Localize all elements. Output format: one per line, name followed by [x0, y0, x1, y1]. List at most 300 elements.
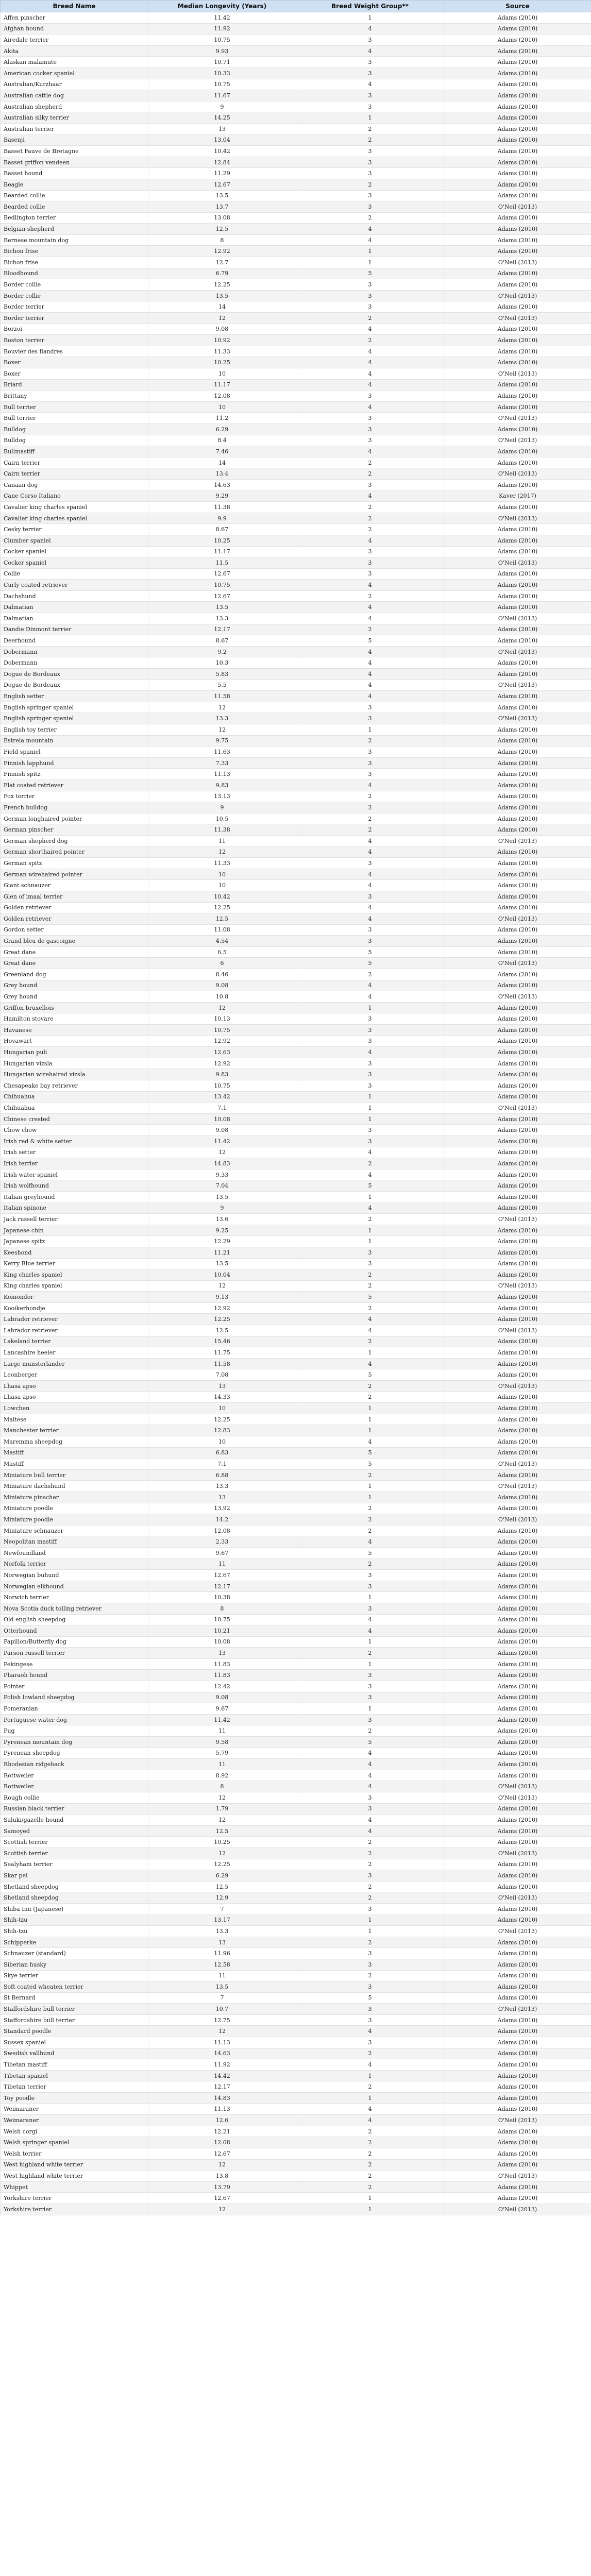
cell-median-longevity: 11.08	[148, 924, 296, 936]
cell-source: Adams (2010)	[444, 1881, 591, 1892]
cell-median-longevity: 13.3	[148, 713, 296, 724]
table-row	[1, 1592, 591, 1603]
table-row	[1, 435, 591, 446]
cell-median-longevity: 12.67	[148, 2148, 296, 2160]
cell-median-longevity: 12	[148, 1147, 296, 1158]
table-row	[1, 313, 591, 324]
cell-weight-group: 3	[296, 157, 444, 168]
cell-weight-group: 5	[296, 1992, 444, 2004]
cell-median-longevity: 10.75	[148, 35, 296, 46]
cell-median-longevity: 12.92	[148, 246, 296, 257]
cell-median-longevity: 13.08	[148, 212, 296, 224]
cell-median-longevity: 1.79	[148, 1803, 296, 1815]
cell-breed-name: Boxer	[1, 368, 148, 380]
cell-median-longevity: 12.25	[148, 902, 296, 913]
cell-source: Adams (2010)	[444, 1581, 591, 1592]
table-row	[1, 1503, 591, 1514]
cell-breed-name: Chow chow	[1, 1125, 148, 1136]
cell-source: Adams (2010)	[444, 769, 591, 780]
cell-source: Adams (2010)	[444, 279, 591, 291]
table-row	[1, 2014, 591, 2026]
table-row	[1, 45, 591, 57]
cell-source: Adams (2010)	[444, 123, 591, 134]
cell-median-longevity: 8.46	[148, 969, 296, 980]
cell-weight-group: 4	[296, 2026, 444, 2037]
table-row	[1, 79, 591, 90]
cell-breed-name: Basset griffon vendeen	[1, 157, 148, 168]
cell-median-longevity: 5.83	[148, 669, 296, 680]
cell-breed-name: Italian greyhound	[1, 1191, 148, 1202]
cell-source: Adams (2010)	[444, 324, 591, 335]
cell-source: Adams (2010)	[444, 1125, 591, 1136]
cell-source: Adams (2010)	[444, 1403, 591, 1414]
cell-breed-name: Irish setter	[1, 1147, 148, 1158]
cell-source: O'Neil (2013)	[444, 1781, 591, 1792]
table-row	[1, 1759, 591, 1770]
cell-median-longevity: 11	[148, 1725, 296, 1737]
cell-median-longevity: 12.25	[148, 1414, 296, 1425]
cell-weight-group: 2	[296, 1970, 444, 1981]
cell-source: O'Neil (2013)	[444, 368, 591, 380]
cell-source: Adams (2010)	[444, 1247, 591, 1258]
cell-breed-name: Airedale terrier	[1, 35, 148, 46]
cell-source: Adams (2010)	[444, 1803, 591, 1815]
cell-weight-group: 1	[296, 1926, 444, 1937]
table-row	[1, 1815, 591, 1826]
cell-source: Adams (2010)	[444, 1648, 591, 1659]
cell-weight-group: 4	[296, 880, 444, 891]
cell-weight-group: 2	[296, 513, 444, 524]
table-row	[1, 1080, 591, 1092]
cell-median-longevity: 13	[148, 1492, 296, 1503]
cell-source: Adams (2010)	[444, 1837, 591, 1848]
cell-source: Adams (2010)	[444, 12, 591, 24]
cell-weight-group: 3	[296, 190, 444, 201]
cell-source: Adams (2010)	[444, 2137, 591, 2148]
table-row	[1, 423, 591, 435]
cell-weight-group: 2	[296, 2159, 444, 2171]
cell-breed-name: Bouvier des flandres	[1, 346, 148, 357]
cell-source: O'Neil (2013)	[444, 468, 591, 480]
cell-weight-group: 4	[296, 346, 444, 357]
cell-source: Adams (2010)	[444, 35, 591, 46]
cell-breed-name: Norwich terrier	[1, 1592, 148, 1603]
cell-breed-name: Bichon frise	[1, 257, 148, 268]
table-row	[1, 1558, 591, 1570]
cell-weight-group: 2	[296, 313, 444, 324]
cell-breed-name: Cesky terrier	[1, 524, 148, 535]
cell-weight-group: 4	[296, 902, 444, 913]
cell-source: Adams (2010)	[444, 1425, 591, 1436]
cell-median-longevity: 12.17	[148, 2081, 296, 2093]
cell-weight-group: 4	[296, 1815, 444, 1826]
table-row	[1, 702, 591, 713]
cell-source: Adams (2010)	[444, 568, 591, 580]
cell-breed-name: Irish terrier	[1, 1158, 148, 1170]
cell-weight-group: 2	[296, 1937, 444, 1948]
cell-breed-name: Portuguese water dog	[1, 1714, 148, 1725]
cell-breed-name: Finnish lapphund	[1, 757, 148, 769]
table-row	[1, 1914, 591, 1926]
cell-source: Adams (2010)	[444, 134, 591, 146]
cell-breed-name: Golden retriever	[1, 902, 148, 913]
cell-weight-group: 4	[296, 401, 444, 413]
cell-weight-group: 3	[296, 423, 444, 435]
table-row	[1, 991, 591, 1003]
cell-source: O'Neil (2013)	[444, 1459, 591, 1470]
table-row	[1, 224, 591, 235]
cell-breed-name: Labrador retriever	[1, 1314, 148, 1325]
cell-weight-group: 2	[296, 735, 444, 747]
table-row	[1, 924, 591, 936]
table-row	[1, 257, 591, 268]
table-row	[1, 67, 591, 79]
cell-source: Adams (2010)	[444, 2059, 591, 2071]
cell-breed-name: Alaskan malamute	[1, 57, 148, 68]
table-row	[1, 958, 591, 969]
cell-median-longevity: 12.29	[148, 1236, 296, 1247]
cell-breed-name: Norfolk terrier	[1, 1558, 148, 1570]
table-row	[1, 1280, 591, 1292]
cell-source: O'Neil (2013)	[444, 2004, 591, 2015]
cell-median-longevity: 9.67	[148, 1703, 296, 1715]
cell-weight-group: 3	[296, 1803, 444, 1815]
cell-breed-name: Staffordshire bull terrier	[1, 2004, 148, 2015]
cell-weight-group: 3	[296, 67, 444, 79]
cell-median-longevity: 9.33	[148, 1169, 296, 1180]
cell-median-longevity: 10.7	[148, 2004, 296, 2015]
cell-median-longevity: 14.42	[148, 2070, 296, 2081]
cell-breed-name: Basenji	[1, 134, 148, 146]
cell-weight-group: 2	[296, 212, 444, 224]
cell-source: Adams (2010)	[444, 535, 591, 546]
cell-median-longevity: 11	[148, 1970, 296, 1981]
cell-breed-name: Yorkshire terrier	[1, 2204, 148, 2215]
cell-breed-name: Yorkshire terrier	[1, 2193, 148, 2204]
cell-weight-group: 4	[296, 580, 444, 591]
cell-source: Adams (2010)	[444, 1859, 591, 1870]
cell-source: Adams (2010)	[444, 669, 591, 680]
table-row	[1, 846, 591, 858]
cell-median-longevity: 14	[148, 301, 296, 313]
cell-breed-name: Miniature pinscher	[1, 1492, 148, 1503]
cell-source: Adams (2010)	[444, 1981, 591, 1993]
table-row	[1, 1992, 591, 2004]
cell-weight-group: 2	[296, 1648, 444, 1659]
cell-source: Adams (2010)	[444, 179, 591, 190]
cell-source: Adams (2010)	[444, 1225, 591, 1236]
cell-weight-group: 5	[296, 268, 444, 279]
cell-source: Adams (2010)	[444, 1937, 591, 1948]
cell-weight-group: 2	[296, 457, 444, 468]
cell-breed-name: Shiba Inu (Japanese)	[1, 1903, 148, 1914]
cell-median-longevity: 11.75	[148, 1347, 296, 1359]
cell-weight-group: 3	[296, 413, 444, 424]
cell-median-longevity: 7.33	[148, 757, 296, 769]
cell-breed-name: Old english sheepdog	[1, 1614, 148, 1625]
table-row	[1, 1147, 591, 1158]
cell-breed-name: St Bernard	[1, 1992, 148, 2004]
cell-weight-group: 3	[296, 1959, 444, 1970]
cell-source: Adams (2010)	[444, 936, 591, 947]
cell-median-longevity: 8	[148, 234, 296, 246]
table-row	[1, 1069, 591, 1080]
table-row	[1, 290, 591, 301]
cell-median-longevity: 13.5	[148, 1191, 296, 1202]
cell-median-longevity: 10.04	[148, 1269, 296, 1281]
cell-source: Adams (2010)	[444, 423, 591, 435]
table-row	[1, 1892, 591, 1904]
cell-breed-name: Newfoundland	[1, 1547, 148, 1558]
cell-breed-name: German shorthaired pointer	[1, 846, 148, 858]
cell-breed-name: Shetland sheepdog	[1, 1892, 148, 1904]
cell-source: Adams (2010)	[444, 2026, 591, 2037]
cell-source: O'Neil (2013)	[444, 1514, 591, 1526]
cell-weight-group: 4	[296, 45, 444, 57]
cell-breed-name: Komondor	[1, 1292, 148, 1303]
cell-source: Adams (2010)	[444, 635, 591, 647]
cell-weight-group: 1	[296, 2204, 444, 2215]
cell-breed-name: Schnauzer (standard)	[1, 1948, 148, 1959]
cell-breed-name: West highland white terrier	[1, 2159, 148, 2171]
cell-breed-name: Estrela mountain	[1, 735, 148, 747]
cell-weight-group: 3	[296, 702, 444, 713]
cell-breed-name: Dobermann	[1, 646, 148, 657]
cell-source: Adams (2010)	[444, 1358, 591, 1369]
cell-weight-group: 4	[296, 1536, 444, 1548]
cell-breed-name: Manchester terrier	[1, 1425, 148, 1436]
table-row	[1, 212, 591, 224]
cell-weight-group: 1	[296, 724, 444, 736]
table-header	[1, 1, 591, 12]
cell-median-longevity: 11.96	[148, 1948, 296, 1959]
table-row	[1, 335, 591, 346]
table-row	[1, 1292, 591, 1303]
cell-median-longevity: 12	[148, 846, 296, 858]
cell-breed-name: Collie	[1, 568, 148, 580]
cell-weight-group: 2	[296, 1269, 444, 1281]
table-row	[1, 23, 591, 35]
cell-source: O'Neil (2013)	[444, 1280, 591, 1292]
cell-median-longevity: 12.83	[148, 1425, 296, 1436]
cell-breed-name: Clumber spaniel	[1, 535, 148, 546]
cell-weight-group: 4	[296, 1047, 444, 1058]
cell-weight-group: 4	[296, 680, 444, 691]
table-row	[1, 1469, 591, 1481]
cell-source: O'Neil (2013)	[444, 958, 591, 969]
cell-breed-name: Lhasa apso	[1, 1392, 148, 1403]
table-row	[1, 1425, 591, 1436]
cell-weight-group: 2	[296, 2081, 444, 2093]
cell-median-longevity: 10.71	[148, 57, 296, 68]
cell-median-longevity: 13.5	[148, 190, 296, 201]
cell-weight-group: 3	[296, 924, 444, 936]
cell-breed-name: Bull terrier	[1, 413, 148, 424]
cell-breed-name: Samoyed	[1, 1825, 148, 1837]
cell-breed-name: Great dane	[1, 946, 148, 958]
cell-source: Adams (2010)	[444, 1013, 591, 1025]
cell-breed-name: German shepherd dog	[1, 835, 148, 846]
cell-median-longevity: 13.42	[148, 1091, 296, 1103]
cell-breed-name: Sussex spaniel	[1, 2037, 148, 2048]
cell-source: O'Neil (2013)	[444, 1381, 591, 1392]
cell-median-longevity: 12.67	[148, 590, 296, 602]
cell-breed-name: Tibetan spaniel	[1, 2070, 148, 2081]
cell-source: Adams (2010)	[444, 1592, 591, 1603]
cell-median-longevity: 12.25	[148, 1314, 296, 1325]
cell-source: Adams (2010)	[444, 1314, 591, 1325]
cell-median-longevity: 11.33	[148, 858, 296, 869]
table-row	[1, 635, 591, 647]
cell-median-longevity: 7	[148, 1903, 296, 1914]
table-row	[1, 1859, 591, 1870]
cell-breed-name: Boston terrier	[1, 335, 148, 346]
cell-source: Adams (2010)	[444, 1269, 591, 1281]
cell-breed-name: Bull terrier	[1, 401, 148, 413]
table-row	[1, 1670, 591, 1681]
cell-breed-name: Field spaniel	[1, 747, 148, 758]
cell-weight-group: 4	[296, 1202, 444, 1214]
cell-breed-name: Glen of imaal terrier	[1, 891, 148, 902]
cell-weight-group: 1	[296, 1636, 444, 1648]
cell-source: Adams (2010)	[444, 79, 591, 90]
cell-source: Adams (2010)	[444, 1336, 591, 1347]
cell-median-longevity: 7.04	[148, 1180, 296, 1192]
cell-breed-name: Keeshond	[1, 1247, 148, 1258]
header-source: Source	[444, 1, 591, 12]
cell-weight-group: 3	[296, 279, 444, 291]
cell-source: Adams (2010)	[444, 980, 591, 991]
cell-breed-name: Mastiff	[1, 1447, 148, 1459]
table-row	[1, 90, 591, 101]
cell-median-longevity: 11.5	[148, 557, 296, 569]
table-row	[1, 757, 591, 769]
table-row	[1, 379, 591, 391]
cell-median-longevity: 10.92	[148, 335, 296, 346]
cell-breed-name: French bulldog	[1, 802, 148, 814]
cell-breed-name: Siberian husky	[1, 1959, 148, 1970]
cell-weight-group: 2	[296, 969, 444, 980]
cell-median-longevity: 11.38	[148, 502, 296, 513]
cell-weight-group: 2	[296, 179, 444, 190]
table-row	[1, 2181, 591, 2193]
cell-breed-name: Cocker spaniel	[1, 546, 148, 557]
table-row	[1, 368, 591, 380]
table-row	[1, 824, 591, 836]
cell-source: O'Neil (2013)	[444, 991, 591, 1003]
cell-breed-name: Borzoi	[1, 324, 148, 335]
table-row	[1, 980, 591, 991]
cell-source: Adams (2010)	[444, 1815, 591, 1826]
cell-breed-name: Lowchen	[1, 1403, 148, 1414]
cell-breed-name: Soft coated wheaten terrier	[1, 1981, 148, 1993]
cell-source: Adams (2010)	[444, 1047, 591, 1058]
cell-breed-name: Dogue de Bordeaux	[1, 680, 148, 691]
cell-source: Adams (2010)	[444, 1236, 591, 1247]
cell-median-longevity: 11.58	[148, 1358, 296, 1369]
table-row	[1, 1136, 591, 1147]
table-row	[1, 1314, 591, 1325]
cell-source: Adams (2010)	[444, 2159, 591, 2171]
cell-breed-name: German pinscher	[1, 824, 148, 836]
cell-weight-group: 4	[296, 1614, 444, 1625]
cell-breed-name: Border terrier	[1, 313, 148, 324]
cell-breed-name: Beagle	[1, 179, 148, 190]
cell-weight-group: 3	[296, 757, 444, 769]
table-row	[1, 2026, 591, 2037]
cell-breed-name: Cairn terrier	[1, 457, 148, 468]
cell-weight-group: 3	[296, 1058, 444, 1069]
cell-median-longevity: 10.42	[148, 891, 296, 902]
cell-source: Adams (2010)	[444, 1547, 591, 1558]
cell-median-longevity: 13.3	[148, 613, 296, 624]
cell-median-longevity: 11.42	[148, 12, 296, 24]
cell-weight-group: 1	[296, 2093, 444, 2104]
cell-weight-group: 1	[296, 1658, 444, 1670]
cell-weight-group: 2	[296, 824, 444, 836]
cell-median-longevity: 4.54	[148, 936, 296, 947]
cell-source: Adams (2010)	[444, 335, 591, 346]
cell-source: O'Neil (2013)	[444, 1214, 591, 1225]
table-row	[1, 580, 591, 591]
cell-median-longevity: 12.92	[148, 1036, 296, 1047]
cell-source: O'Neil (2013)	[444, 290, 591, 301]
cell-median-longevity: 11.83	[148, 1658, 296, 1670]
table-row	[1, 246, 591, 257]
table-row	[1, 813, 591, 824]
table-row	[1, 168, 591, 179]
cell-breed-name: Cocker spaniel	[1, 557, 148, 569]
cell-source: Adams (2010)	[444, 1136, 591, 1147]
cell-weight-group: 1	[296, 12, 444, 24]
cell-breed-name: Norwegian buhund	[1, 1570, 148, 1581]
cell-source: Adams (2010)	[444, 357, 591, 368]
cell-weight-group: 3	[296, 1570, 444, 1581]
cell-breed-name: English toy terrier	[1, 724, 148, 736]
cell-source: Adams (2010)	[444, 546, 591, 557]
cell-breed-name: Pyrenean sheepdog	[1, 1748, 148, 1759]
table-row	[1, 669, 591, 680]
cell-source: O'Neil (2013)	[444, 413, 591, 424]
table-row	[1, 1214, 591, 1225]
cell-source: Adams (2010)	[444, 2181, 591, 2193]
cell-median-longevity: 13.5	[148, 602, 296, 613]
table-row	[1, 602, 591, 613]
cell-breed-name: Cavalier king charles spaniel	[1, 513, 148, 524]
cell-weight-group: 4	[296, 1825, 444, 1837]
cell-source: Adams (2010)	[444, 580, 591, 591]
cell-weight-group: 2	[296, 1503, 444, 1514]
cell-breed-name: Rottweiler	[1, 1781, 148, 1792]
cell-weight-group: 4	[296, 1358, 444, 1369]
cell-weight-group: 3	[296, 1681, 444, 1692]
table-row	[1, 913, 591, 925]
cell-median-longevity: 9.83	[148, 1069, 296, 1080]
cell-source: Adams (2010)	[444, 446, 591, 457]
cell-breed-name: Japanese spitz	[1, 1236, 148, 1247]
cell-median-longevity: 12	[148, 1002, 296, 1013]
cell-median-longevity: 9.83	[148, 779, 296, 791]
cell-median-longevity: 7.08	[148, 1369, 296, 1381]
table-body	[1, 12, 591, 2215]
cell-median-longevity: 13.79	[148, 2181, 296, 2193]
table-row	[1, 680, 591, 691]
cell-breed-name: Skar pei	[1, 1870, 148, 1882]
cell-weight-group: 3	[296, 57, 444, 68]
cell-median-longevity: 10.25	[148, 535, 296, 546]
table-row	[1, 1870, 591, 1882]
cell-breed-name: Shih-tzu	[1, 1926, 148, 1937]
